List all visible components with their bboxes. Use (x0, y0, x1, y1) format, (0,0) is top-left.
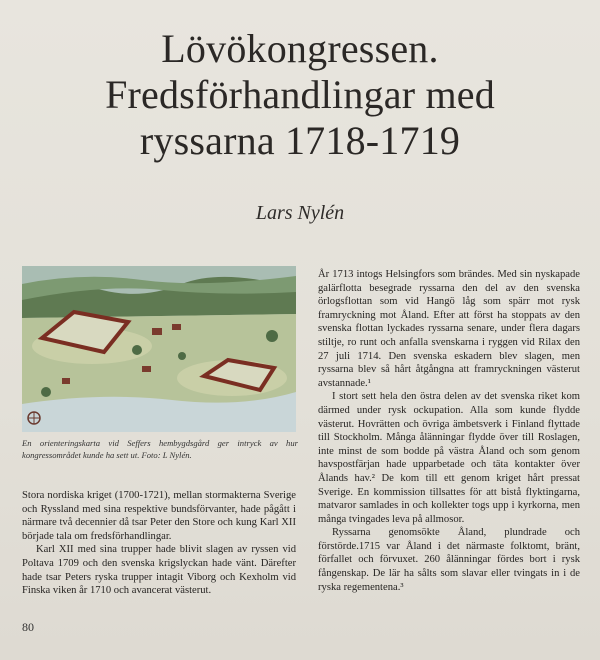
paragraph: Ryssarna genomsökte Åland, plundrade och förstörde.1715 var Åland i det närmaste folktomt, bränt, förfallet och förvuxet. 260 ålänningar fördes bort i rysk fångenskap. De lär ha sålts som slavar eller tvingats in i de ryska regementena.³ (318, 527, 580, 593)
paragraph: Stora nordiska kriget (1700-1721), mellan stormakterna Sverige och Ryssland med sina respektive bundsförvanter, hade pågått i närmare två decennier då tsar Peter den Store och kung Karl XII började tala om fredsförhandlingar. (22, 490, 296, 542)
house (142, 366, 151, 372)
house (172, 324, 181, 330)
house (152, 328, 162, 335)
author-name: Lars Nylén (255, 202, 345, 224)
map-photo (22, 266, 296, 432)
map-illustration (22, 266, 296, 432)
figure-caption: En orienteringskarta vid Seffers hembygdsgård ger intryck av hur kongressområdet kunde ha sett ut. Foto: L Nylén. (22, 438, 298, 460)
title-line-3: ryssarna 1718-1719 (139, 118, 461, 163)
tree (41, 387, 51, 397)
tree (132, 345, 142, 355)
paragraph: I stort sett hela den östra delen av det svenska riket kom därmed under rysk ockupation. Alla som kunde flydde västerut. Hovrätten och övriga ämbetsverk i Finland flyttade till Stockholm. Många ålänningar flydde över till Roslagen, inte minst de som bodde på västra Åland och som genom havspostfärjan hade upparbetade och täta kontakter över Ålands hav.² De kom till ett genom kriget hårt pressat Sverige. En kommission tillsattes för att bistå flyktingarna, matvaror samlades in och kollekter togs upp i kyrkorna, men många tvingades leva på allmosor. (318, 391, 580, 525)
title-line-2: Fredsförhandlingar med (105, 72, 495, 117)
page-number: 80 (22, 620, 34, 634)
article-title (60, 26, 540, 164)
right-column (318, 268, 580, 594)
paragraph: År 1713 intogs Helsingfors som brändes. Med sin nyskapade galärflotta besegrade ryssarna den del av den svenska örlogsflottan som vid Hangö låg som spärr mot rysk framryckning mot Åland. Efter att först ha stoppats av den svenska flottan lyckades ryssarna senare, under flera dagars stiltje, ro runt och anfalla svenskarna i ryggen vid Rilax den 27 juli 1714. Den svenska eskadern blev slagen, men ryssarna blev så hårt åtgångna att framryckningen västerut avstannade.¹ (318, 269, 580, 389)
tree (178, 352, 186, 360)
title-line-1: Lövökongressen. (161, 26, 439, 71)
house (62, 378, 70, 384)
paragraph: Karl XII med sina trupper hade blivit slagen av ryssen vid Poltava 1709 och den svenska krigslyckan hade vänt. Därefter hade tsar Peters ryska trupper intagit Viborg och Kexholm vid Finska viken år 1710 och avancerat västerut. (22, 544, 296, 597)
left-column (22, 489, 296, 598)
tree (266, 330, 278, 342)
